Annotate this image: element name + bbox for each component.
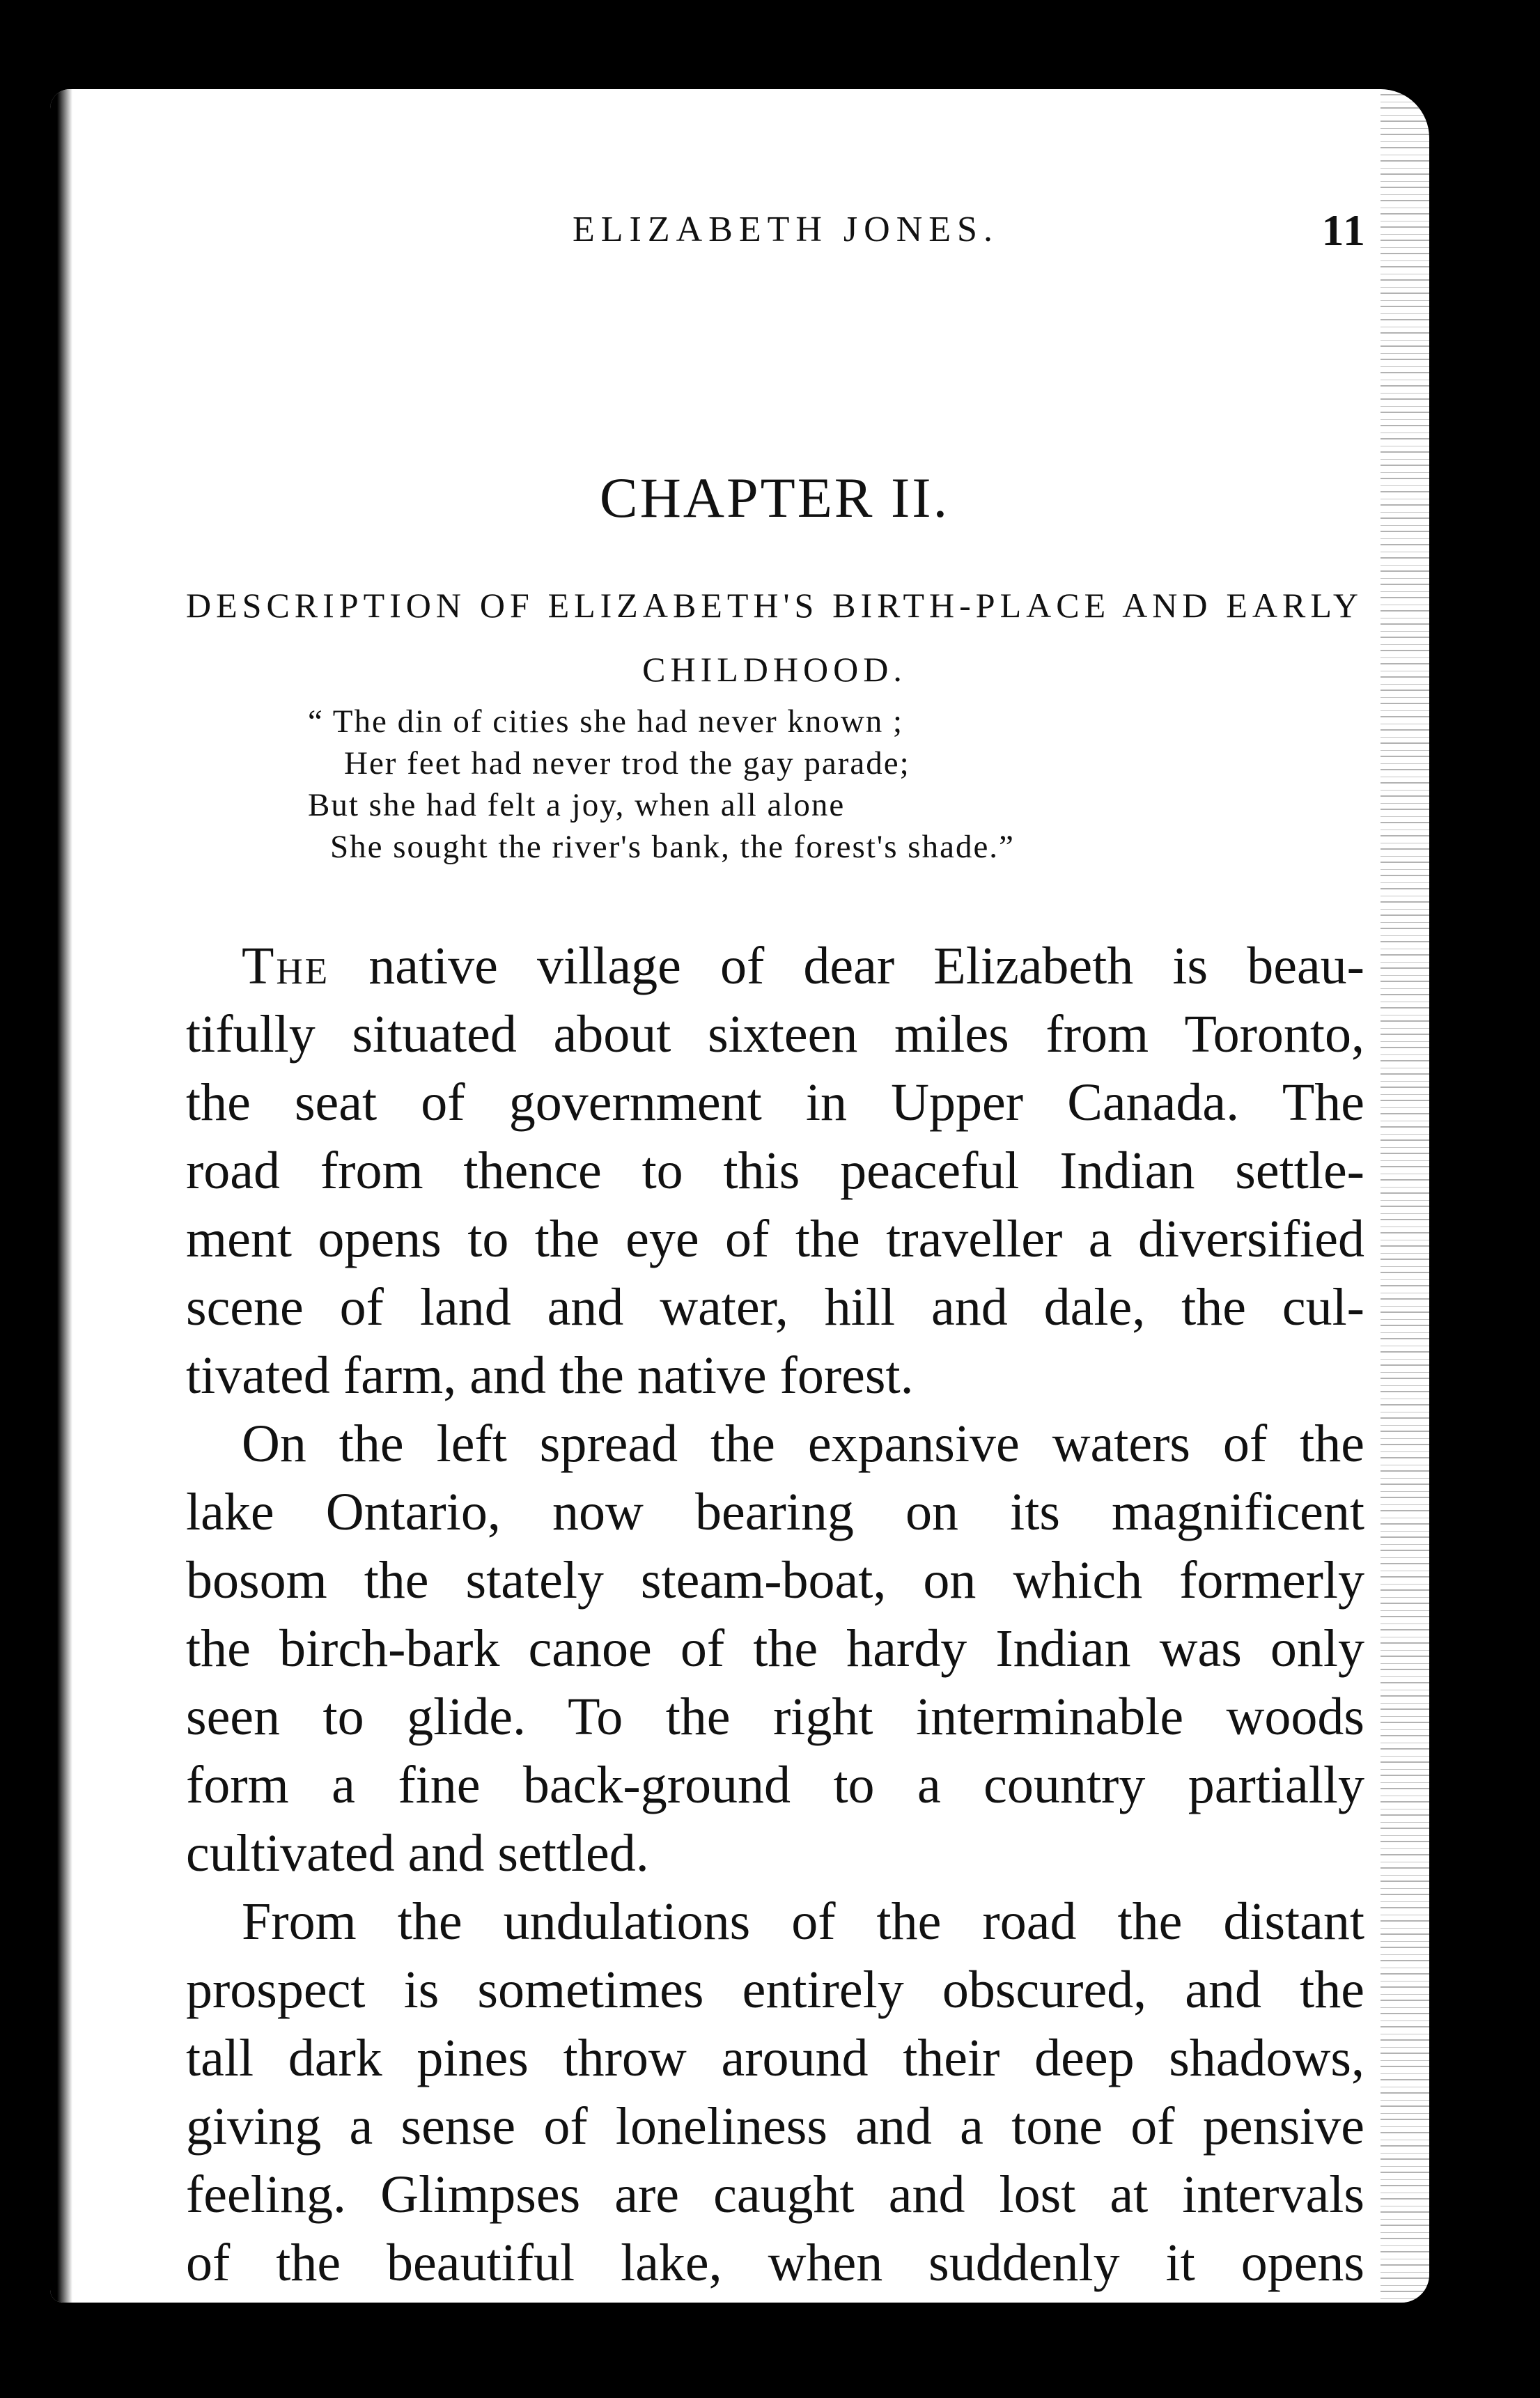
text-line: tivated farm, and the native forest. (186, 1346, 914, 1405)
paragraph-3 (186, 1887, 1364, 2297)
chapter-subtitle: DESCRIPTION OF ELIZABETH'S BIRTH-PLACE AND EARLY CHILDHOOD. (186, 586, 1363, 689)
body-text (186, 932, 1364, 2297)
epigraph-line: “ The din of cities she had never known ; (308, 703, 904, 740)
text-line: ment opens to the eye of the traveller a diversified (186, 1210, 1364, 1268)
text-line: From the undulations of the road the distant (242, 1892, 1364, 1951)
page-edge (1380, 89, 1429, 2303)
text-line-rest: native village of dear Elizabeth is beau- (329, 937, 1364, 995)
text-line: seen to glide. To the right interminable woods (186, 1688, 1364, 1746)
text-line: road from thence to this peaceful Indian settle- (186, 1142, 1364, 1200)
text-line: prospect is sometimes entirely obscured, and the (186, 1961, 1364, 2019)
epigraph-line: She sought the river's bank, the forest's shade.” (330, 829, 1015, 865)
text-line: lake Ontario, now bearing on its magnificent (186, 1483, 1364, 1541)
epigraph-line: Her feet had never trod the gay parade; (344, 745, 910, 781)
text-line: tall dark pines throw around their deep shadows, (186, 2029, 1364, 2087)
text-line: giving a sense of loneliness and a tone of pensive (186, 2097, 1364, 2156)
text-line: scene of land and water, hill and dale, the cul- (186, 1278, 1364, 1337)
text-line: tifully situated about sixteen miles from Toronto, (186, 1005, 1364, 1064)
text-line: cultivated and settled. (186, 1824, 649, 1883)
text-line: On the left spread the expansive waters of the (242, 1415, 1364, 1473)
text-line: the seat of government in Upper Canada. The (186, 1073, 1364, 1132)
epigraph-line: But she had felt a joy, when all alone (308, 787, 846, 823)
chapter-heading: CHAPTER II. (599, 466, 950, 529)
text-line: bosom the stately steam-boat, on which formerly (186, 1551, 1364, 1610)
running-head-title: ELIZABETH JONES. (573, 210, 999, 249)
text-line (186, 932, 1364, 1000)
paragraph-1 (186, 932, 1364, 1410)
paragraph-2 (186, 1410, 1364, 1887)
text-line: feeling. Glimpses are caught and lost at intervals (186, 2165, 1364, 2224)
text-line: the birch-bark canoe of the hardy Indian was only (186, 1619, 1364, 1678)
text-line: form a fine back-ground to a country partially (186, 1756, 1364, 1814)
epigraph (308, 701, 1353, 868)
page-number: 11 (1321, 205, 1367, 255)
text-line: of the beautiful lake, when suddenly it opens (186, 2234, 1364, 2292)
book-page (50, 89, 1429, 2303)
opening-word: The (242, 937, 330, 995)
